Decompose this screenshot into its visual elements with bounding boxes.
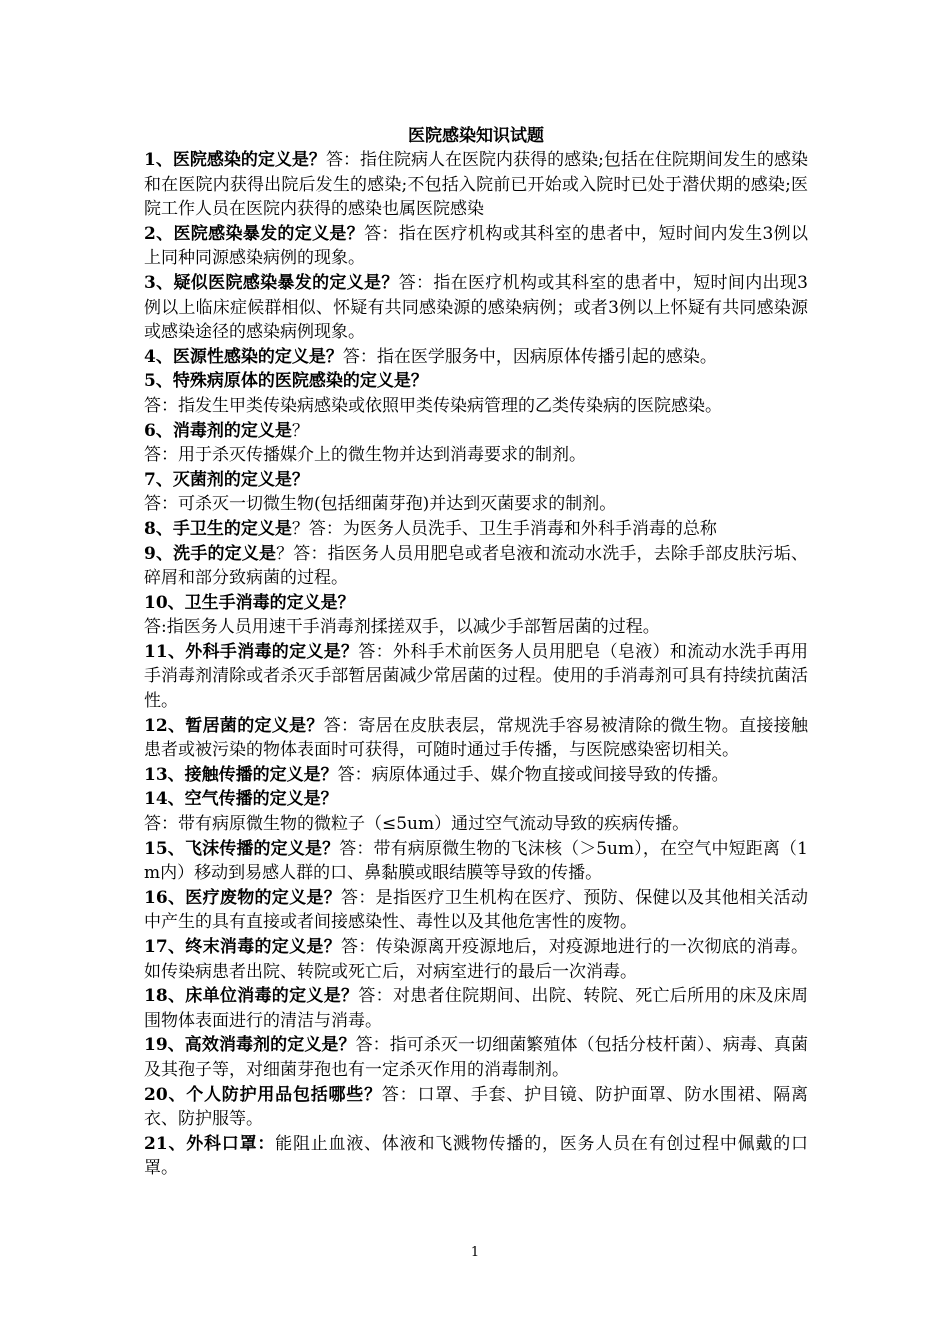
question-item xyxy=(144,222,808,271)
question-item xyxy=(144,615,808,640)
answer-text: 答：外科手术前医务人员用肥皂（皂液）和流动水洗手再用手消毒剂清除或者杀灭手部暂居菌减少常居菌的过程。使用的手消毒剂可具有持续抗菌活性。 xyxy=(144,641,808,712)
page-number: 1 xyxy=(470,1245,480,1260)
question-text: 16、医疗废物的定义是？ xyxy=(144,887,342,908)
answer-text: 答：病原体通过手、媒介物直接或间接导致的传播。 xyxy=(337,764,729,785)
question-list xyxy=(144,148,808,1181)
question-text: 13、接触传播的定义是？ xyxy=(144,764,338,785)
question-item xyxy=(144,369,808,394)
question-text: 14、空气传播的定义是？ xyxy=(144,789,338,810)
question-text: 5、特殊病原体的医院感染的定义是？ xyxy=(144,371,428,392)
answer-text: 答：口罩、手套、护目镜、防护面罩、防水围裙、隔离衣、防护服等。 xyxy=(144,1084,808,1130)
answer-text: 答：指在医学服务中，因病原体传播引起的感染。 xyxy=(342,346,717,367)
question-text: 6、消毒剂的定义是 xyxy=(144,420,292,441)
question-text: 7、灭菌剂的定义是？ xyxy=(144,469,309,490)
answer-text: 答：对患者住院期间、出院、转院、死亡后所用的床及床周围物体表面进行的清洁与消毒。 xyxy=(144,986,808,1031)
question-item xyxy=(144,984,808,1033)
question-text: 10、卫生手消毒的定义是？ xyxy=(144,592,355,613)
question-item xyxy=(144,714,808,763)
question-item xyxy=(144,763,808,788)
answer-text: 答：带有病原微生物的微粒子（≤5um）通过空气流动导致的疾病传播。 xyxy=(144,814,690,835)
question-text: 19、高效消毒剂的定义是？ xyxy=(144,1035,356,1056)
answer-text: 答：带有病原微生物的飞沫核（＞5um），在空气中短距离（1m内）移动到易感人群的口、鼻黏膜或眼结膜等导致的传播。 xyxy=(144,838,808,884)
question-item xyxy=(144,542,808,591)
answer-text: 答：指可杀灭一切细菌繁殖体（包括分枝杆菌）、病毒、真菌及其孢子等，对细菌芽孢也有一定杀灭作用的消毒制剂。 xyxy=(144,1035,808,1080)
question-text: 3、疑似医院感染暴发的定义是？ xyxy=(144,272,399,293)
answer-text: 答:指医务人员用速干手消毒剂揉搓双手，以减少手部暂居菌的过程。 xyxy=(144,617,660,638)
question-text: 2、医院感染暴发的定义是？ xyxy=(144,223,365,244)
question-text: 21、外科口罩： xyxy=(144,1133,276,1154)
question-text: 17、终末消毒的定义是？ xyxy=(144,937,342,957)
question-item xyxy=(144,935,808,984)
answer-text: ？ xyxy=(291,420,309,441)
answer-text: 答：可杀灭一切微生物(包括细菌芽孢)并达到灭菌要求的制剂。 xyxy=(144,494,617,515)
question-text: 11、外科手消毒的定义是？ xyxy=(144,641,359,662)
question-item xyxy=(144,517,808,542)
question-item xyxy=(144,787,808,812)
question-text: 4、医源性感染的定义是？ xyxy=(144,346,343,367)
question-item xyxy=(144,468,808,493)
answer-text: 答：寄居在皮肤表层，常规洗手容易被清除的微生物。直接接触患者或被污染的物体表面时可获得，可随时通过手传播，与医院感染密切相关。 xyxy=(144,715,808,761)
question-item xyxy=(144,591,808,616)
question-item xyxy=(144,345,808,370)
question-item xyxy=(144,1083,808,1132)
question-item xyxy=(144,886,808,935)
question-item xyxy=(144,271,808,345)
answer-text: 能阻止血液、体液和飞溅物传播的，医务人员在有创过程中佩戴的口罩。 xyxy=(144,1133,808,1179)
question-item xyxy=(144,419,808,444)
question-text: 9、洗手的定义是 xyxy=(144,543,277,564)
question-text: 15、飞沫传播的定义是？ xyxy=(144,838,340,859)
question-text: 8、手卫生的定义是 xyxy=(144,518,292,539)
question-text: 12、暂居菌的定义是？ xyxy=(144,715,324,736)
answer-text: 答：指发生甲类传染病感染或依照甲类传染病管理的乙类传染病的医院感染。 xyxy=(144,395,722,416)
answer-text: 答：是指医疗卫生机构在医疗、预防、保健以及其他相关活动中产生的具有直接或者间接感染性、毒性以及其他危害性的废物。 xyxy=(144,887,808,933)
question-item xyxy=(144,148,808,222)
question-item xyxy=(144,443,808,468)
question-text: 20、个人防护用品包括哪些？ xyxy=(144,1084,382,1105)
question-text: 1、医院感染的定义是？ xyxy=(144,150,326,170)
answer-text: 答：传染源离开疫源地后，对疫源地进行的一次彻底的消毒。如传染病患者出院、转院或死亡后，对病室进行的最后一次消毒。 xyxy=(144,937,808,982)
answer-text: 答：用于杀灭传播媒介上的微生物并达到消毒要求的制剂。 xyxy=(144,445,586,466)
question-item xyxy=(144,1132,808,1181)
document-title: 医院感染知识试题 xyxy=(408,126,544,146)
question-item xyxy=(144,1033,808,1082)
answer-text: 答：指在医疗机构或其科室的患者中，短时间内出现3例以上临床症候群相似、怀疑有共同感染源的感染病例；或者3例以上怀疑有共同感染源或感染途径的感染病例现象。 xyxy=(144,272,808,343)
question-item xyxy=(144,837,808,886)
question-item xyxy=(144,492,808,517)
answer-text: ？答：为医务人员洗手、卫生手消毒和外科手消毒的总称 xyxy=(291,518,717,539)
question-item xyxy=(144,812,808,837)
question-item xyxy=(144,394,808,419)
question-text: 18、床单位消毒的定义是？ xyxy=(144,986,359,1007)
answer-text: 答：指住院病人在医院内获得的感染;包括在住院期间发生的感染和在医院内获得出院后发生的感染;不包括入院前已开始或入院时已处于潜伏期的感染;医院工作人员在医院内获得的感染也属医院感染 xyxy=(144,150,808,220)
answer-text: ？答：指医务人员用肥皂或者皂液和流动水洗手，去除手部皮肤污垢、碎屑和部分致病菌的过程。 xyxy=(144,543,808,589)
document-page xyxy=(144,124,808,1181)
answer-text: 答：指在医疗机构或其科室的患者中，短时间内发生3例以上同种同源感染病例的现象。 xyxy=(144,223,808,269)
question-item xyxy=(144,640,808,714)
